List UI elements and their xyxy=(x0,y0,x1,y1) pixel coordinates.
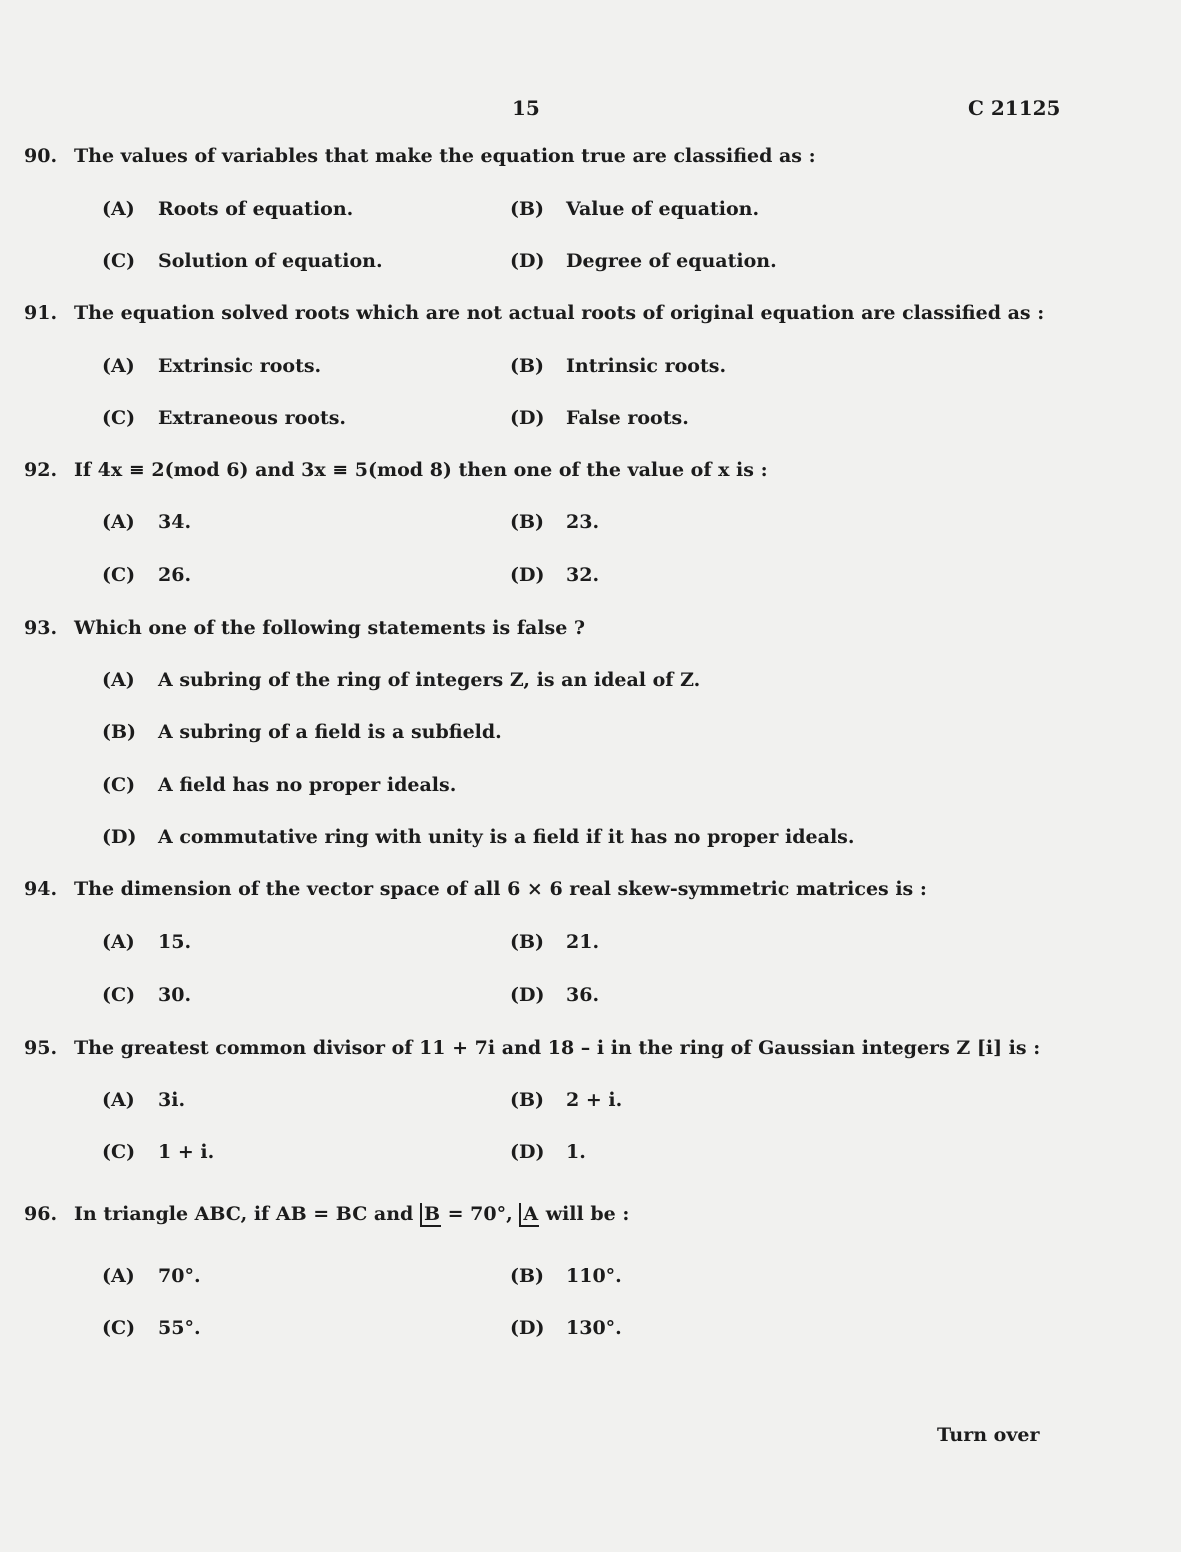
option-text: A field has no proper ideals. xyxy=(158,774,457,796)
option-label: (B) xyxy=(102,721,137,743)
question-number: 94. xyxy=(24,878,58,900)
question-90 xyxy=(24,145,816,167)
option-label: (B) xyxy=(510,511,545,533)
option-b xyxy=(510,1265,622,1287)
option-text: 23. xyxy=(566,511,600,533)
option-d xyxy=(102,826,854,848)
option-label: (C) xyxy=(102,984,136,1006)
option-label: (A) xyxy=(102,355,135,377)
option-d xyxy=(510,1141,586,1163)
option-a xyxy=(102,355,321,377)
question-number: 95. xyxy=(24,1037,58,1059)
angle-b-symbol: B xyxy=(420,1203,441,1227)
option-label: (A) xyxy=(102,511,135,533)
option-text: Value of equation. xyxy=(566,198,760,220)
option-a xyxy=(102,198,353,220)
question-text: The dimension of the vector space of all 6 × 6 real skew-symmetric matrices is : xyxy=(74,878,927,900)
question-91 xyxy=(24,302,1044,324)
option-label: (A) xyxy=(102,1089,135,1111)
option-label: (C) xyxy=(102,564,136,586)
option-c xyxy=(102,1141,214,1163)
option-text: 55°. xyxy=(158,1317,201,1339)
option-text: 26. xyxy=(158,564,192,586)
option-text: A subring of a field is a subfield. xyxy=(158,721,502,743)
question-text-end: will be : xyxy=(539,1203,630,1225)
option-c xyxy=(102,250,383,272)
question-number: 90. xyxy=(24,145,58,167)
option-label: (D) xyxy=(510,1317,545,1339)
option-text: 70°. xyxy=(158,1265,201,1287)
option-text: 130°. xyxy=(566,1317,622,1339)
question-96 xyxy=(24,1203,629,1225)
option-b xyxy=(510,355,726,377)
option-text: 1. xyxy=(566,1141,586,1163)
option-label: (A) xyxy=(102,931,135,953)
question-92 xyxy=(24,459,768,481)
option-label: (B) xyxy=(510,931,545,953)
question-number: 91. xyxy=(24,302,58,324)
option-c xyxy=(102,407,346,429)
option-text: 36. xyxy=(566,984,600,1006)
option-label: (B) xyxy=(510,1265,545,1287)
question-94 xyxy=(24,878,927,900)
option-text: 30. xyxy=(158,984,192,1006)
option-d xyxy=(510,250,777,272)
option-a xyxy=(102,1265,201,1287)
option-label: (C) xyxy=(102,407,136,429)
option-text: False roots. xyxy=(566,407,689,429)
option-d xyxy=(510,564,599,586)
option-text: Extraneous roots. xyxy=(158,407,347,429)
option-a xyxy=(102,669,700,691)
angle-a-symbol: A xyxy=(519,1203,539,1227)
option-text: 1 + i. xyxy=(158,1141,215,1163)
paper-code: C 21125 xyxy=(968,96,1061,120)
question-text-start: In triangle ABC, if AB = BC and xyxy=(74,1203,420,1225)
question-93 xyxy=(24,617,585,639)
option-text: Intrinsic roots. xyxy=(566,355,727,377)
option-b xyxy=(510,198,759,220)
option-a xyxy=(102,1089,185,1111)
question-text-middle: = 70°, xyxy=(441,1203,520,1225)
question-number: 96. xyxy=(24,1203,58,1225)
option-label: (C) xyxy=(102,1317,136,1339)
option-text: 3i. xyxy=(158,1089,186,1111)
option-label: (B) xyxy=(510,1089,545,1111)
option-label: (A) xyxy=(102,1265,135,1287)
option-text: 34. xyxy=(158,511,192,533)
option-text: 15. xyxy=(158,931,192,953)
option-label: (B) xyxy=(510,198,545,220)
option-b xyxy=(102,721,502,743)
option-label: (C) xyxy=(102,250,136,272)
question-number: 93. xyxy=(24,617,58,639)
option-text: 32. xyxy=(566,564,600,586)
option-text: Solution of equation. xyxy=(158,250,383,272)
option-label: (D) xyxy=(510,984,545,1006)
option-c xyxy=(102,774,456,796)
option-b xyxy=(510,511,599,533)
option-a xyxy=(102,511,191,533)
option-c xyxy=(102,564,191,586)
option-b xyxy=(510,931,599,953)
question-text: If 4x ≡ 2(mod 6) and 3x ≡ 5(mod 8) then one of the value of x is : xyxy=(74,459,768,481)
option-label: (D) xyxy=(510,250,545,272)
option-text: A commutative ring with unity is a field if it has no proper ideals. xyxy=(158,826,855,848)
option-b xyxy=(510,1089,622,1111)
option-label: (D) xyxy=(510,1141,545,1163)
turn-over-note: Turn over xyxy=(937,1424,1040,1446)
option-label: (A) xyxy=(102,669,135,691)
option-text: Degree of equation. xyxy=(566,250,777,272)
page-number: 15 xyxy=(512,96,540,120)
question-95 xyxy=(24,1037,1040,1059)
option-label: (D) xyxy=(510,407,545,429)
question-text: The greatest common divisor of 11 + 7i and 18 – i in the ring of Gaussian integers Z [i] is : xyxy=(74,1037,1041,1059)
option-a xyxy=(102,931,191,953)
question-text: Which one of the following statements is false ? xyxy=(74,617,586,639)
option-text: Roots of equation. xyxy=(158,198,354,220)
option-label: (A) xyxy=(102,198,135,220)
option-label: (D) xyxy=(510,564,545,586)
option-label: (C) xyxy=(102,774,136,796)
option-label: (C) xyxy=(102,1141,136,1163)
option-label: (B) xyxy=(510,355,545,377)
question-text: The equation solved roots which are not actual roots of original equation are classified as : xyxy=(74,302,1045,324)
option-text: 110°. xyxy=(566,1265,622,1287)
option-text: 21. xyxy=(566,931,600,953)
option-d xyxy=(510,1317,622,1339)
option-d xyxy=(510,984,599,1006)
option-label: (D) xyxy=(102,826,137,848)
option-d xyxy=(510,407,689,429)
option-text: A subring of the ring of integers Z, is an ideal of Z. xyxy=(158,669,701,691)
question-text: The values of variables that make the equation true are classified as : xyxy=(74,145,816,167)
option-c xyxy=(102,1317,201,1339)
question-number: 92. xyxy=(24,459,58,481)
option-c xyxy=(102,984,191,1006)
option-text: 2 + i. xyxy=(566,1089,623,1111)
option-text: Extrinsic roots. xyxy=(158,355,322,377)
